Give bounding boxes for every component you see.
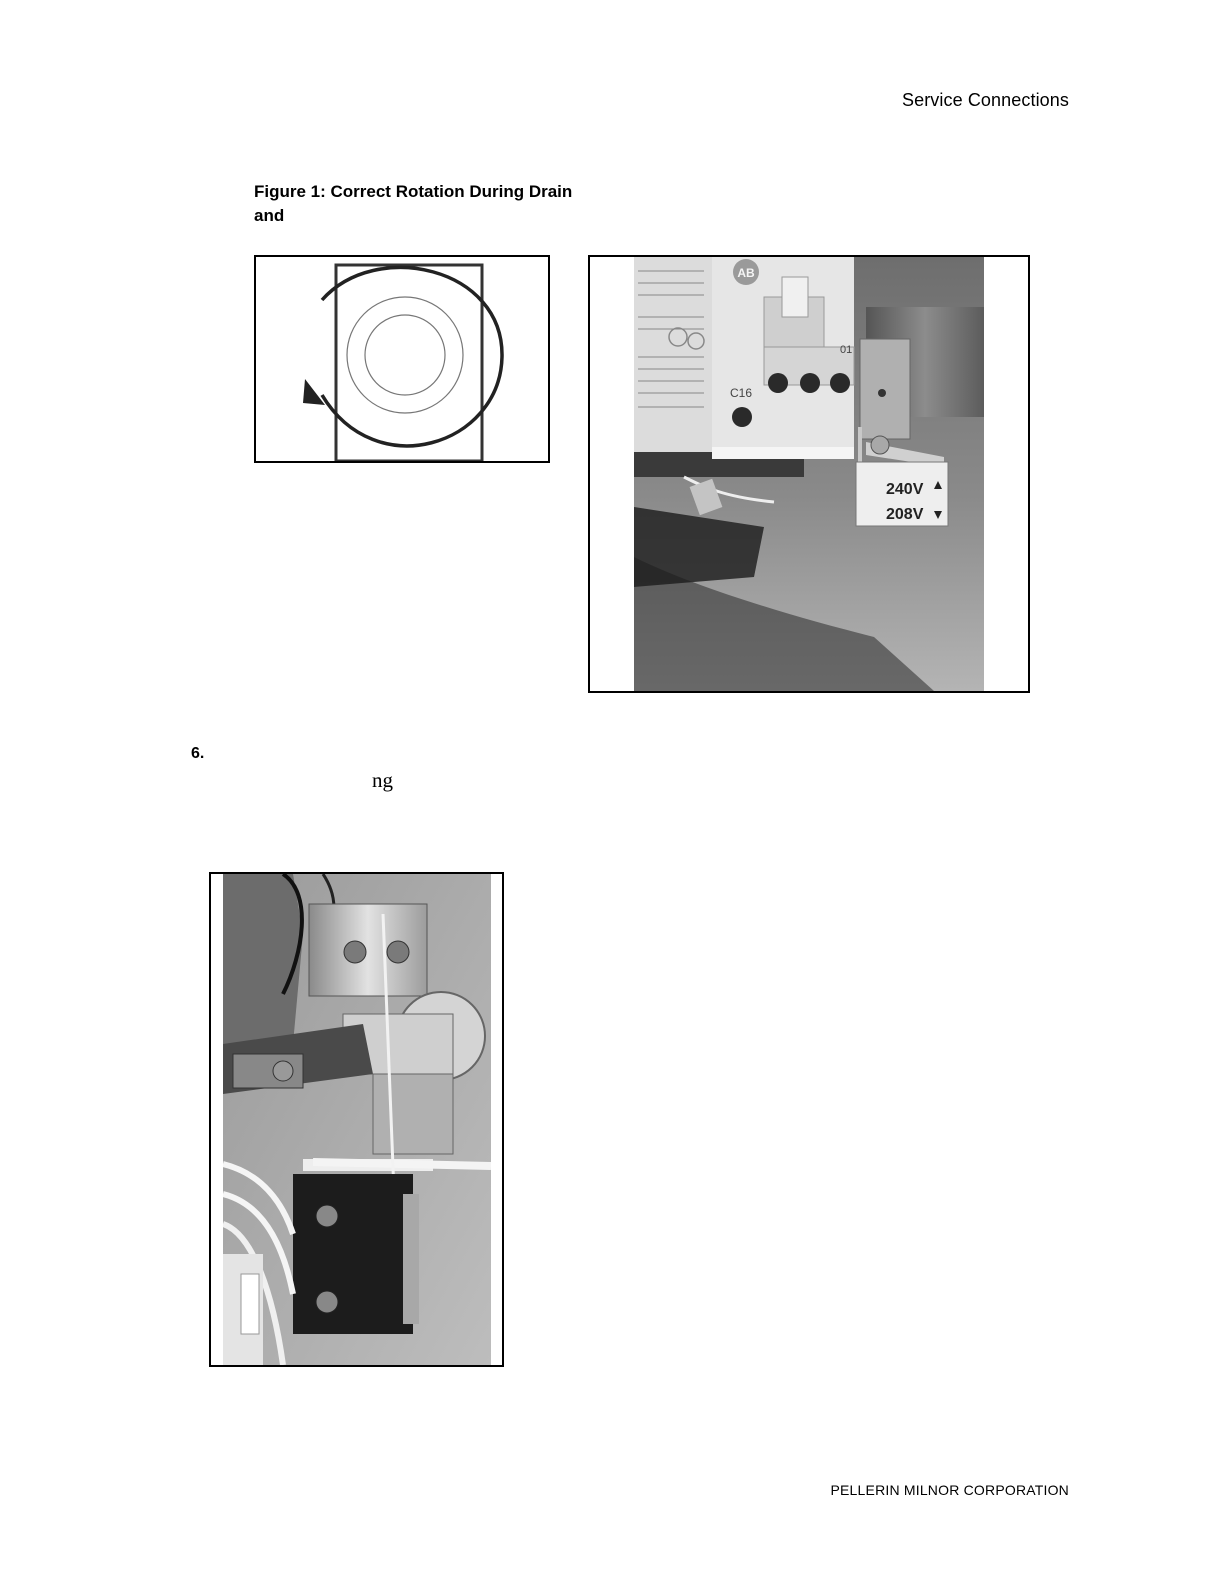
rotation-arrow-head bbox=[303, 379, 325, 405]
figure-caption: Figure 1: Correct Rotation During Drain and bbox=[254, 182, 573, 225]
switch-bracket-photo-frame bbox=[209, 872, 504, 1367]
step-text: ng bbox=[372, 768, 393, 792]
pulley-outer-circle bbox=[347, 297, 463, 413]
voltage-label-240v: 240V bbox=[886, 481, 924, 498]
footer-company: PELLERIN MILNOR CORPORATION bbox=[830, 1482, 1069, 1498]
switch-bracket-photo bbox=[223, 874, 491, 1365]
step-number: 6. bbox=[191, 745, 205, 762]
contactor-mark-c16: C16 bbox=[730, 386, 753, 400]
voltage-switch-photo bbox=[634, 257, 984, 691]
voltage-switch-photo-frame bbox=[588, 255, 1030, 693]
rotation-diagram-svg bbox=[256, 257, 548, 461]
running-header: Service Connections bbox=[902, 90, 1069, 110]
ab-logo-mark: AB bbox=[737, 266, 755, 280]
rotation-diagram bbox=[254, 255, 550, 463]
rotation-arrow-arc bbox=[322, 267, 502, 445]
voltage-label-208v: 208V bbox=[886, 506, 924, 523]
pulley-inner-circle bbox=[365, 315, 445, 395]
contactor-mark-01: 01 bbox=[840, 344, 853, 356]
